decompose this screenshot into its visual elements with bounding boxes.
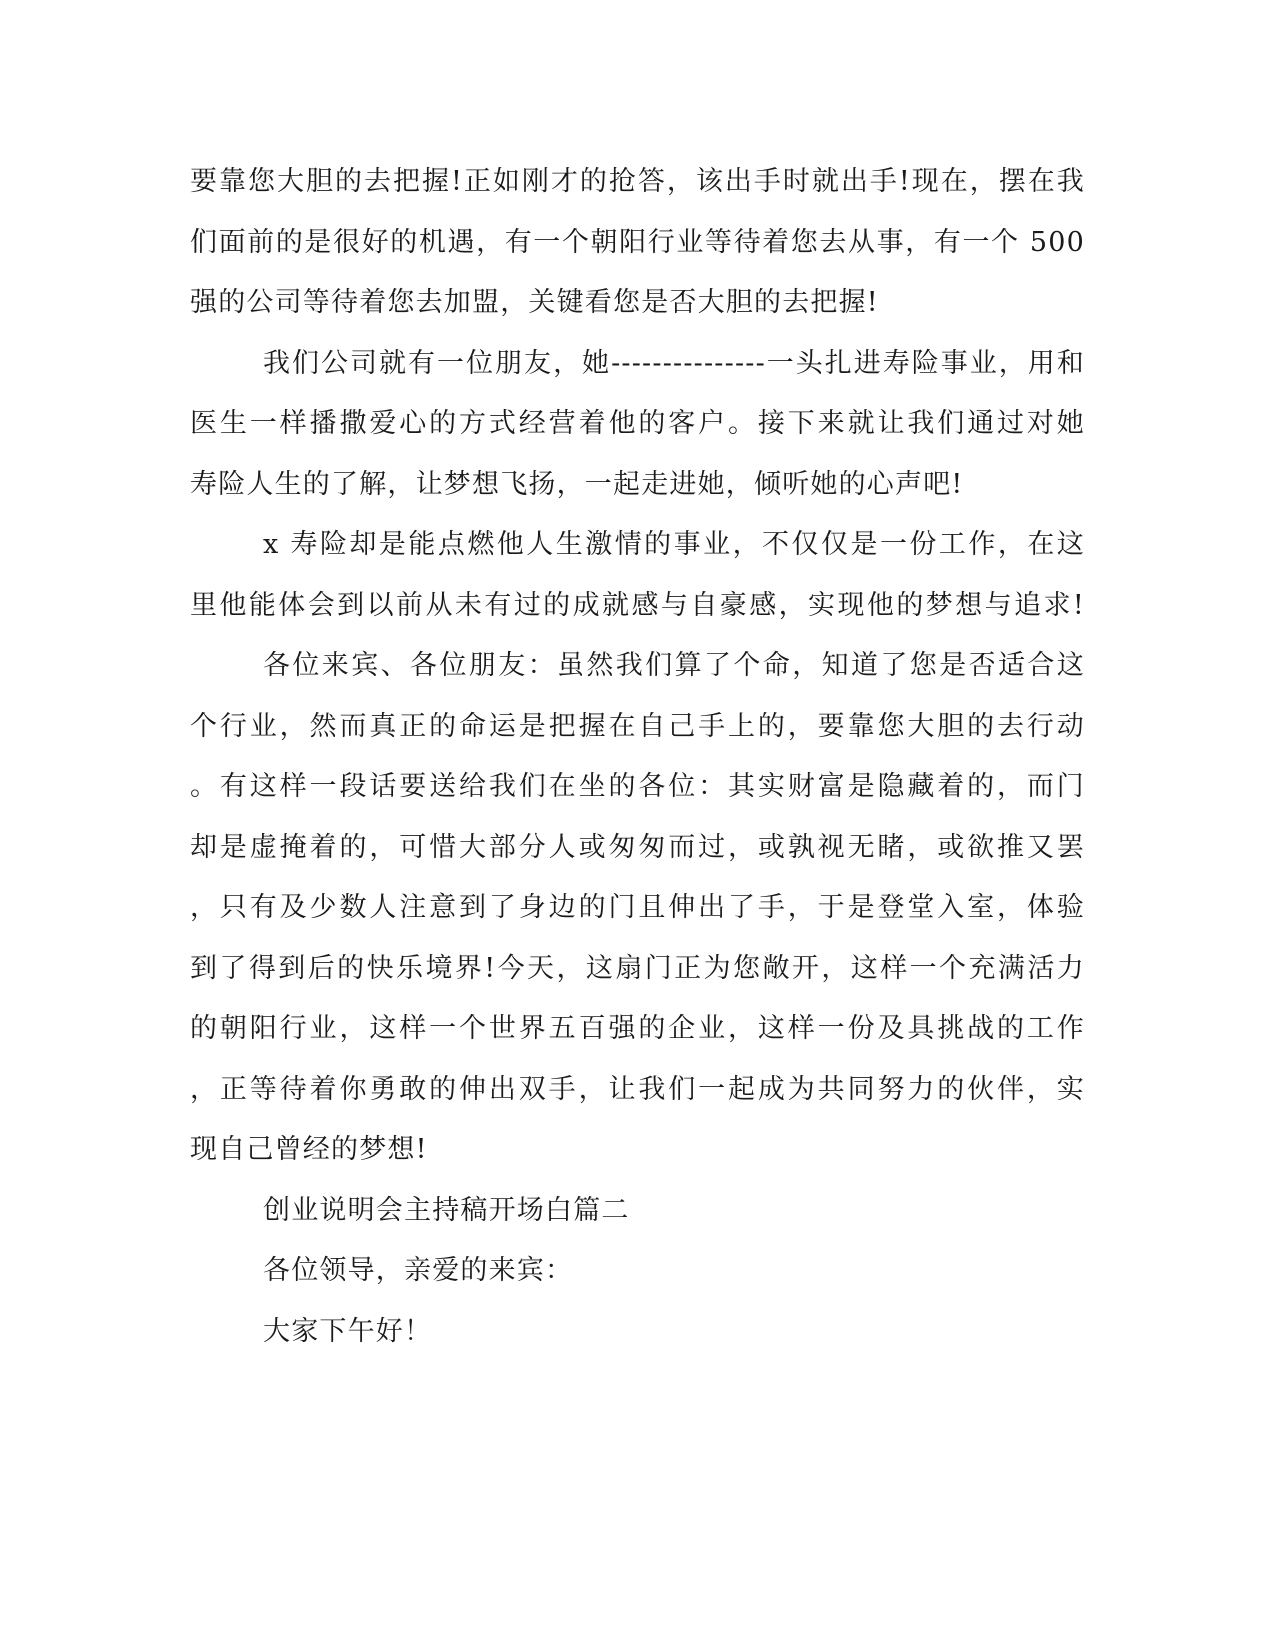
salutation: 各位领导，亲爱的来宾： (263, 1255, 574, 1286)
text-line: 们面前的是很好的机遇，有一个朝阳行业等待着您去从事，有一个 500 (190, 226, 1085, 258)
text-line: ，正等待着你勇敢的伸出双手，让我们一起成为共同努力的伙伴，实 (190, 1073, 1085, 1105)
text-line: 到了得到后的快乐境界!今天，这扇门正为您敞开，这样一个充满活力 (190, 952, 1085, 984)
text-line: ，只有及少数人注意到了身边的门且伸出了手，于是登堂入室，体验 (190, 892, 1085, 923)
text-line: 。有这样一段话要送给我们在坐的各位：其实财富是隐藏着的，而门 (190, 771, 1085, 802)
text-line: 各位来宾、各位朋友：虽然我们算了个命，知道了您是否适合这 (263, 650, 1085, 681)
document-body (190, 152, 1085, 1362)
text-line: 要靠您大胆的去把握!正如刚才的抢答，该出手时就出手!现在，摆在我 (190, 166, 1085, 197)
text-line: 里他能体会到以前从未有过的成就感与自豪感，实现他的梦想与追求! (190, 589, 1085, 621)
text-line: 却是虚掩着的，可惜大部分人或匆匆而过，或孰视无睹，或欲推又罢 (190, 831, 1085, 863)
text-line: 我们公司就有一位朋友，她---------------一头扎进寿险事业，用和 (263, 347, 1085, 379)
text-line: 寿险人生的了解，让梦想飞扬，一起走进她，倾听她的心声吧! (190, 468, 964, 500)
text-line: 个行业，然而真正的命运是把握在自己手上的，要靠您大胆的去行动 (190, 710, 1085, 742)
text-line: 现自己曾经的梦想! (190, 1134, 428, 1165)
text-line: 强的公司等待着您去加盟，关键看您是否大胆的去把握! (190, 287, 879, 318)
text-line: 医生一样播撒爱心的方式经营着他的客户。接下来就让我们通过对她 (190, 408, 1085, 439)
text-line: x 寿险却是能点燃他人生激情的事业，不仅仅是一份工作，在这 (263, 529, 1085, 560)
section-heading: 创业说明会主持稿开场白篇二 (263, 1194, 630, 1226)
greeting: 大家下午好！ (263, 1315, 433, 1347)
text-line: 的朝阳行业，这样一个世界五百强的企业，这样一份及具挑战的工作 (190, 1013, 1085, 1044)
